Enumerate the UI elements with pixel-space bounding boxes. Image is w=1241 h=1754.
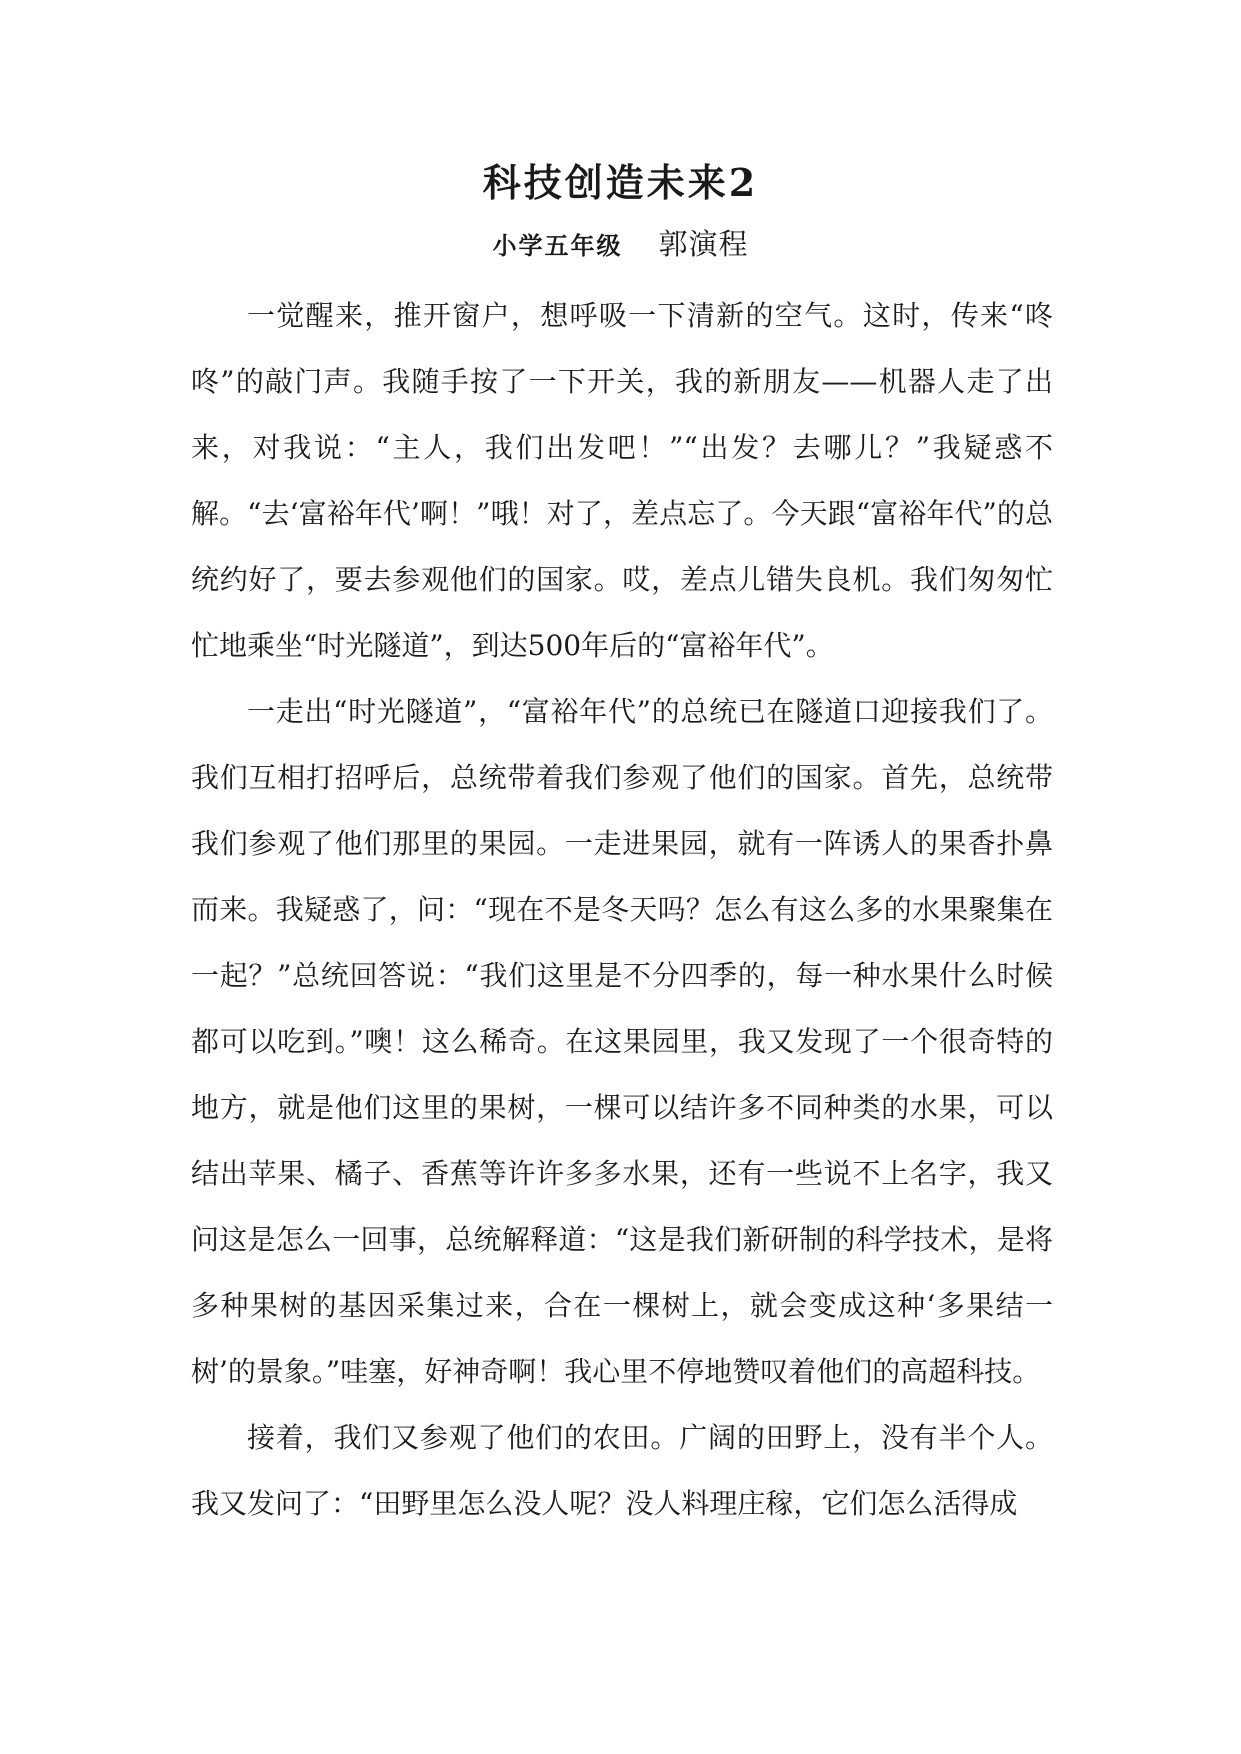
- document-body: [191, 283, 1053, 1537]
- document-title: 科技创造未来2: [482, 160, 759, 205]
- paragraph-2: 一走出“时光隧道”，“富裕年代”的总统已在隧道口迎接我们了。我们互相打招呼后，总统带着我们参观了他们的国家。首先，总统带我们参观了他们那里的果园。一走进果园，就有一阵诱人的果香扑鼻而来。我疑惑了，问：“现在不是冬天吗？怎么有这么多的水果聚集在一起？”总统回答说：“我们这里是不分四季的，每一种水果什么时候都可以吃到。”噢！这么稀奇。在这果园里，我又发现了一个很奇特的地方，就是他们这里的果树，一棵可以结许多不同种类的水果，可以结出苹果、橘子、香蕉等许许多多水果，还有一些说不上名字，我又问这是怎么一回事，总统解释道：“这是我们新研制的科学技术，是将多种果树的基因采集过来，合在一棵树上，就会变成这种‘多果结一树’的景象。”哇塞，好神奇啊！我心里不停地赞叹着他们的高超科技。: [191, 695, 1053, 1388]
- author-name: 郭演程: [658, 227, 749, 261]
- paragraph-1: 一觉醒来，推开窗户，想呼吸一下清新的空气。这时，传来“咚咚”的敲门声。我随手按了一下开关，我的新朋友——机器人走了出来，对我说：“主人，我们出发吧！”“出发？去哪儿？”我疑惑不解。“去‘富裕年代’啊！”哦！对了，差点忘了。今天跟“富裕年代”的总统约好了，要去参观他们的国家。哎，差点儿错失良机。我们匆匆忙忙地乘坐“时光隧道”，到达500年后的“富裕年代”。: [191, 299, 1053, 662]
- paragraph-3: 接着，我们又参观了他们的农田。广阔的田野上，没有半个人。我又发问了：“田野里怎么没人呢？没人料理庄稼，它们怎么活得成: [191, 1421, 1053, 1520]
- author-grade: 小学五年级: [492, 231, 623, 260]
- byline: [0, 224, 1241, 266]
